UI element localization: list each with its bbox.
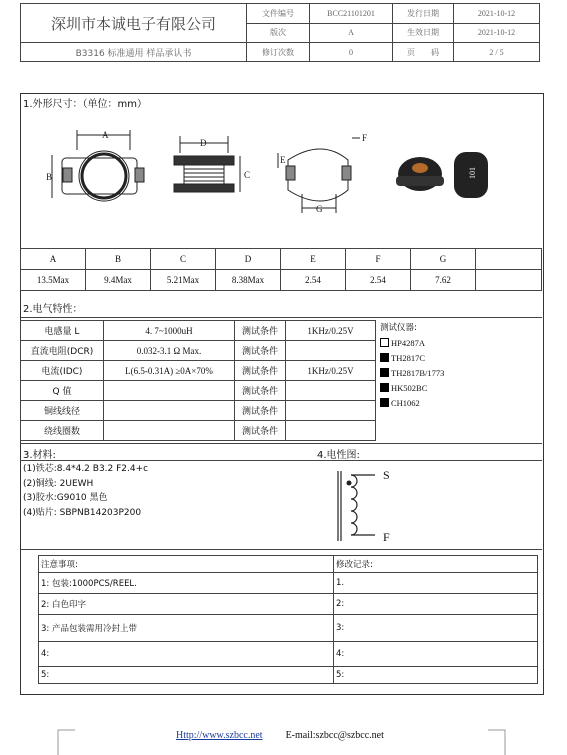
doc-subtitle: B3316 标准通用 样品承认书: [21, 43, 247, 62]
dimension-drawings: [22, 108, 540, 250]
dim-label: A: [21, 249, 86, 270]
material-item: (2)铜线: 2UEWH: [23, 478, 94, 489]
doc-no: BCC21101201: [310, 4, 393, 24]
dim-value: 7.62: [411, 270, 476, 291]
elec-cond: 1KHz/0.25V: [286, 361, 376, 381]
note-item: 2: 白色印字: [39, 594, 334, 615]
dim-value: 13.5Max: [21, 270, 86, 291]
product-photo: [396, 152, 488, 198]
electrical-table: [20, 320, 376, 441]
doc-no-label: 文件编号: [247, 4, 310, 24]
revision-item: 1.: [334, 573, 538, 594]
email-address[interactable]: E-mail:szbcc@szbcc.net: [285, 730, 384, 741]
notes-title: 注意事项:: [39, 556, 334, 573]
svg-text:D: D: [200, 138, 207, 148]
section4-title: 4.电性图:: [317, 450, 360, 461]
svg-text:F: F: [362, 133, 368, 143]
dim-blank: [476, 270, 542, 291]
dim-value: 5.21Max: [151, 270, 216, 291]
dimension-table: [20, 248, 542, 291]
svg-text:E: E: [280, 155, 286, 165]
test-instruments: [380, 321, 444, 411]
dim-blank: [476, 249, 542, 270]
elec-cond-label: 测试条件: [235, 361, 286, 381]
dim-label: E: [281, 249, 346, 270]
note-item: 3: 产品包装需用冷封上带: [39, 615, 334, 642]
issue-date-label: 发行日期: [393, 4, 454, 24]
revision: 0: [310, 43, 393, 62]
instrument-item: HK502BC: [380, 381, 444, 396]
material-item: (4)贴片: SBPNB14203P200: [23, 507, 142, 518]
revision-item: 4:: [334, 642, 538, 667]
instrument-item: TH2817C: [380, 351, 444, 366]
checkbox-filled-icon: [380, 383, 389, 392]
checkbox-filled-icon: [380, 398, 389, 407]
dim-value: 2.54: [281, 270, 346, 291]
checkbox-filled-icon: [380, 353, 389, 362]
elec-cond-label: 测试条件: [235, 341, 286, 361]
elec-value: [104, 381, 235, 401]
header-table: [20, 3, 540, 62]
elec-item: 电感量 L: [21, 321, 104, 341]
elec-value: [104, 421, 235, 441]
note-item: 5:: [39, 667, 334, 684]
elec-cond: 1KHz/0.25V: [286, 321, 376, 341]
revision-item: 2:: [334, 594, 538, 615]
revision-item: 3:: [334, 615, 538, 642]
elec-cond-label: 测试条件: [235, 421, 286, 441]
side-view-drawing: [174, 136, 250, 192]
instrument-item: HP4287A: [380, 336, 444, 351]
dim-label: F: [346, 249, 411, 270]
svg-text:B: B: [46, 172, 53, 182]
svg-text:C: C: [244, 170, 251, 180]
divider: [20, 549, 542, 550]
elec-item: 铜线线径: [21, 401, 104, 421]
issue-date: 2021-10-12: [454, 4, 540, 24]
svg-text:G: G: [316, 204, 323, 214]
dim-label: C: [151, 249, 216, 270]
section2-title: 2.电气特性：: [23, 304, 83, 315]
elec-value: [104, 401, 235, 421]
elec-value: 4. 7~1000uH: [104, 321, 235, 341]
photo-marking: 101: [468, 167, 477, 179]
website-link[interactable]: Http://www.szbcc.net: [176, 730, 263, 741]
elec-cond: [286, 421, 376, 441]
elec-cond-label: 测试条件: [235, 401, 286, 421]
note-item: 1: 包装:1000PCS/REEL.: [39, 573, 334, 594]
section1-title: 1.外形尺寸：（单位：mm）: [23, 99, 148, 110]
checkbox-filled-icon: [380, 368, 389, 377]
bottom-view-drawing: [278, 133, 367, 214]
divider: [20, 443, 542, 444]
materials-list: [23, 462, 148, 520]
page-number: 2 / 5: [454, 43, 540, 62]
elec-item: 绕线圈数: [21, 421, 104, 441]
section3-title: 3.材料:: [23, 450, 56, 461]
company-name: 深圳市本诚电子有限公司: [21, 4, 247, 43]
notes-table: [38, 555, 538, 684]
start-label: S: [383, 468, 390, 482]
instrument-item: CH1062: [380, 396, 444, 411]
revision-label: 修订次数: [247, 43, 310, 62]
instruments-title: 测试仪器:: [380, 323, 417, 333]
elec-cond: [286, 401, 376, 421]
material-item: (3)胶水:G9010 黑色: [23, 493, 108, 503]
elec-item: 直流电阻(DCR): [21, 341, 104, 361]
dim-label: D: [216, 249, 281, 270]
elec-cond: [286, 381, 376, 401]
dim-label: B: [86, 249, 151, 270]
checkbox-empty-icon: [380, 338, 389, 347]
finish-label: F: [383, 530, 390, 544]
instrument-item: TH2817B/1773: [380, 366, 444, 381]
revision-item: 5:: [334, 667, 538, 684]
elec-value: 0.032-3.1 Ω Max.: [104, 341, 235, 361]
svg-text:A: A: [102, 130, 109, 140]
footer: [176, 730, 384, 741]
version: A: [310, 23, 393, 43]
top-view-drawing: [46, 130, 144, 201]
elec-value: L(6.5-0.31A) ≥0A×70%: [104, 361, 235, 381]
dim-value: 9.4Max: [86, 270, 151, 291]
elec-cond-label: 测试条件: [235, 381, 286, 401]
divider: [20, 317, 542, 318]
material-item: (1)铁芯:8.4*4.2 B3.2 F2.4+c: [23, 464, 149, 474]
elec-cond-label: 测试条件: [235, 321, 286, 341]
dim-label: G: [411, 249, 476, 270]
dim-value: 2.54: [346, 270, 411, 291]
note-item: 4:: [39, 642, 334, 667]
version-label: 版次: [247, 23, 310, 43]
elec-item: Q 值: [21, 381, 104, 401]
revision-title: 修改记录:: [334, 556, 538, 573]
elec-cond: [286, 341, 376, 361]
page-label: 页 码: [393, 43, 454, 62]
divider: [20, 460, 542, 461]
dim-value: 8.38Max: [216, 270, 281, 291]
effective-date-label: 生效日期: [393, 23, 454, 43]
effective-date: 2021-10-12: [454, 23, 540, 43]
elec-item: 电流(IDC): [21, 361, 104, 381]
